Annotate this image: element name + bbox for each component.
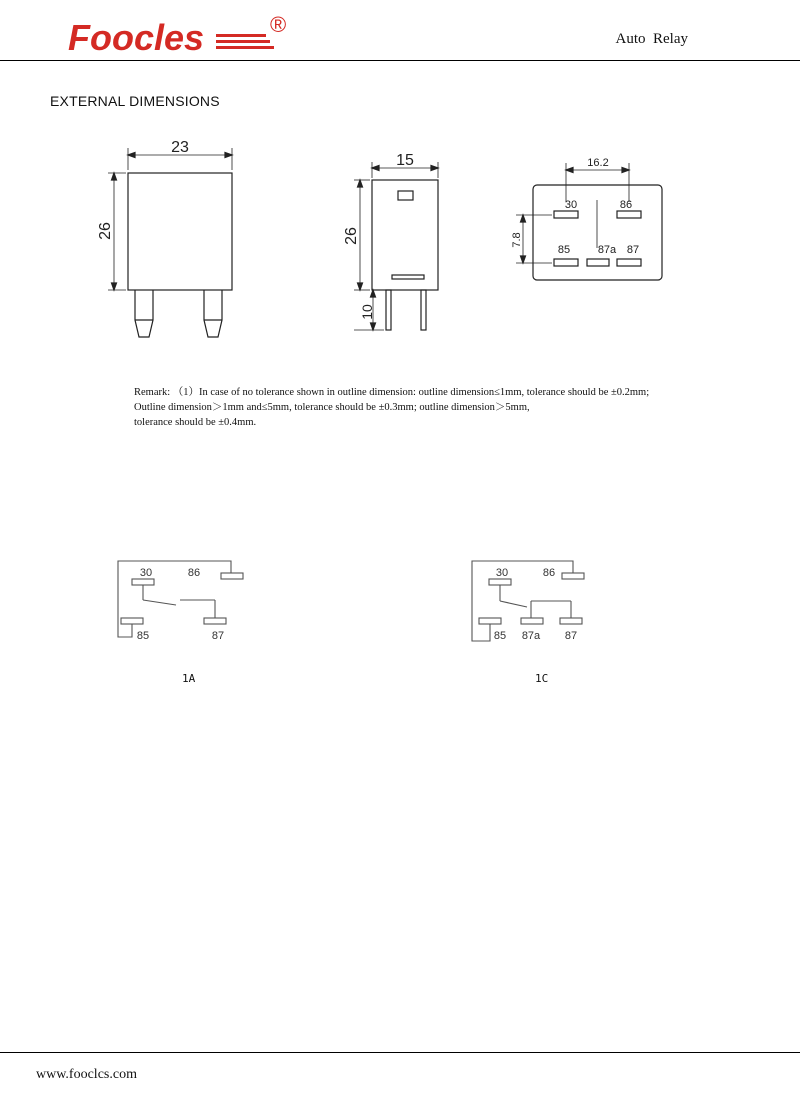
schematic-1a xyxy=(108,555,258,655)
pinout-spacing-v: 7.8 xyxy=(511,232,523,248)
schematic-1c-label: 1C xyxy=(535,672,549,685)
document-type: Auto Relay xyxy=(615,31,688,47)
dimension-drawings xyxy=(0,130,800,370)
section-title: EXTERNAL DIMENSIONS xyxy=(50,93,220,109)
pin-label: 85 xyxy=(557,244,571,256)
remark-line: Remark: （1）In case of no tolerance shown in outline dimension: outline dimension≤1mm, tolerance should be ±0.2mm; xyxy=(134,387,650,398)
remark-line: tolerance should be ±0.4mm. xyxy=(134,417,257,428)
pin-label: 30 xyxy=(495,567,509,579)
pinout-spacing-h: 16.2 xyxy=(587,157,609,169)
registered-mark: ® xyxy=(270,12,287,37)
brand-logo xyxy=(66,10,296,58)
header-divider xyxy=(0,60,800,61)
pin-label: 30 xyxy=(139,567,153,579)
schematic-1a-label: 1A xyxy=(182,672,196,685)
pin-label: 85 xyxy=(493,630,507,642)
pin-label: 87 xyxy=(211,630,225,642)
pinout-view xyxy=(516,163,662,280)
pin-label: 87 xyxy=(564,630,578,642)
footer-divider xyxy=(0,1052,800,1053)
pin-label: 86 xyxy=(619,199,633,211)
pin-label: 86 xyxy=(542,567,556,579)
footer-url[interactable]: www.fooclcs.com xyxy=(36,1067,137,1082)
pin-label: 87a xyxy=(597,244,617,256)
brand-wordmark: Foocles xyxy=(68,17,205,58)
speed-lines-icon xyxy=(216,34,274,49)
front-height-label: 26 xyxy=(97,222,114,240)
front-width-label: 23 xyxy=(171,139,189,156)
pin-label: 85 xyxy=(136,630,150,642)
pin-label: 30 xyxy=(564,199,578,211)
side-width-label: 15 xyxy=(396,152,414,169)
tolerance-remark xyxy=(134,385,694,430)
side-pin-label: 10 xyxy=(359,304,375,320)
front-view xyxy=(108,148,232,337)
pin-label: 87 xyxy=(626,244,640,256)
pin-label: 86 xyxy=(187,567,201,579)
schematic-1c xyxy=(467,555,617,655)
side-height-label: 26 xyxy=(343,227,360,245)
remark-line: Outline dimension＞1mm and≤5mm, tolerance should be ±0.3mm; outline dimension＞5mm, xyxy=(134,402,530,413)
pin-label: 87a xyxy=(521,630,541,642)
